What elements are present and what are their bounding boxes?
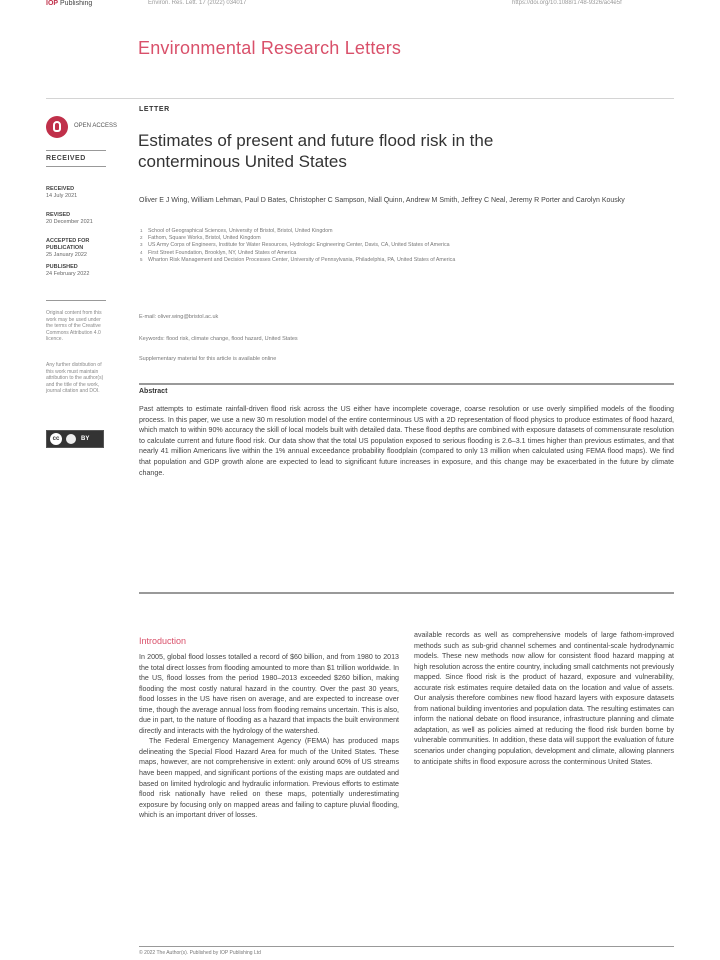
sidebar-history-heading: RECEIVED (46, 155, 86, 162)
attribution-note: Any further distribution of this work must maintain attribution to the author(s) and the title of the work, journal citation and DOI. (46, 362, 104, 394)
doi-link[interactable]: https://doi.org/10.1088/1748-9326/ac4e5f (512, 0, 622, 6)
history-item: ACCEPTED FOR PUBLICATION 25 January 2022 (46, 238, 90, 258)
sidebar-divider (46, 150, 106, 151)
sidebar-divider (46, 166, 106, 167)
journal-title[interactable]: Environmental Research Letters (138, 38, 402, 58)
affiliation-item: 4 First Street Foundation, Brooklyn, NY, United States of America (140, 249, 297, 256)
article-type: LETTER (139, 106, 170, 113)
history-item: REVISED 20 December 2021 (46, 212, 93, 225)
sidebar-divider (46, 300, 106, 301)
abstract-heading: Abstract (139, 388, 168, 395)
cc-icon: cc (50, 433, 62, 445)
person-icon (66, 434, 76, 444)
history-item: RECEIVED 14 July 2021 (46, 186, 78, 199)
abstract-top-rule (139, 383, 674, 385)
affiliation-item: 2 Fathom, Square Works, Bristol, United Kingdom (140, 235, 261, 242)
history-item: PUBLISHED 24 February 2022 (46, 264, 90, 277)
paragraph: available records as well as comprehensive models of large fathom-improved methods such as sub-grid channel schemes and continental-scale hydrodynamic models. These new methods now allow for consistent flood hazard mapping at high resolution across the entire country, including small catchments not previously mapped. Since flood risk is the product of hazard, exposure and vulnerability, accurate risk estimates require detailed data on the location and value of assets. Our analysis therefore combines new flood hazard layers with exposure datasets from national building inventories and population data. The resulting estimates can inform the national debate on flood insurance, infrastructure planning and climate adaptation, as well as policies aimed at reducing the flood risk burden borne by vulnerable communities. In addition, these data will support the evaluation of future scenarios under changing population, development and climate, allowing planners to anticipate shifts in flood exposure across the conterminous United States. (414, 631, 674, 766)
body-column-left (139, 652, 399, 821)
affiliation-list (140, 228, 674, 264)
header-divider (46, 98, 674, 99)
affiliation-item: 1 School of Geographical Sciences, University of Bristol, Bristol, United Kingdom (140, 228, 333, 234)
corresponding-email[interactable]: E-mail: oliver.wing@bristol.ac.uk (139, 314, 219, 320)
cc-license-badge[interactable] (46, 430, 104, 448)
citation-line: Environ. Res. Lett. 17 (2022) 034017 (148, 0, 247, 6)
abstract-bottom-rule (139, 592, 674, 594)
body-column-right (414, 630, 674, 767)
paragraph: The Federal Emergency Management Agency (FEMA) has produced maps delineating the Special Flood Hazard Area for much of the United States. These maps, however, are not comprehensive in extent: only around 60% of US streams have been mapped, and significant portions of the existing maps are outdated and based on limited hydrologic and hydraulic information. Previous efforts to estimate flood risk nationally have relied on these maps, potentially underestimating exposure by focusing only on mapped areas and failing to capture pluvial flooding, which is an important driver of losses. (139, 737, 399, 820)
license-note: Original content from this work may be used under the terms of the Creative Commons Attribution 4.0 licence. (46, 310, 102, 342)
author-list[interactable]: Oliver E J Wing, William Lehman, Paul D Bates, Christopher C Sampson, Niall Quinn, Andrew M Smith, Jeffrey C Neal, Jeremy R Porter and Carolyn Kousky (139, 197, 625, 204)
cc-badge-label: BY (81, 436, 90, 442)
affiliation-item: 5 Wharton Risk Management and Decision Processes Center, University of Pennsylvania, Philadelphia, PA, United States of America (140, 256, 456, 263)
paragraph: In 2005, global flood losses totalled a record of $60 billion, and from 1980 to 2013 the total direct losses from flooding amounted to more than $1 trillion worldwide. In the US, flood losses from the period 1980–2013 exceeded $260 billion, making flooding the most costly natural hazard in the country. Over the past 30 years, flood losses in the US have risen on average, and are expected to increase over time, though the average annual loss from flooding remains uncertain. This is also, due in part, to the nature of flooding as a hazard that impacts the built environment directly and interacts with the hydrology of the watershed. (139, 653, 399, 735)
copyright-footer: © 2022 The Author(s). Published by IOP Publishing Ltd (139, 950, 261, 956)
article-title: Estimates of present and future flood risk in the conterminous United States (138, 131, 494, 171)
supplementary-note[interactable]: Supplementary material for this article is available online (139, 356, 277, 362)
affiliation-item: 3 US Army Corps of Engineers, Institute for Water Resources, Hydrologic Engineering Center, Davis, CA, United States of America (140, 242, 450, 249)
publisher-brand[interactable]: IOP Publishing (46, 0, 93, 7)
keywords: Keywords: flood risk, climate change, flood hazard, United States (139, 336, 298, 342)
open-access-label: OPEN ACCESS (74, 123, 118, 129)
footer-rule (139, 946, 674, 947)
open-access-icon (46, 116, 68, 138)
abstract-text: Past attempts to estimate rainfall-driven flood risk across the US either have incomplete coverage, coarse resolution or use overly simplified models of the flooding process. In this paper, we use a new 30 m resolution model of the entire conterminous US with a 2D representation of flood physics to produce estimates of flood hazard, which match to within 90% accuracy the skill of local models built with detailed data. These flood depths are combined with exposure datasets of commensurate resolution to calculate current and future flood risk. Our data show that the total US population exposed to serious flooding is 2.6–3.1 times higher than previous estimates, and that nearly 41 million Americans live within the 1% annual exceedance probability floodplain (compared to only 13 million when calculated using FEMA flood maps). We find that population and GDP growth alone are expected to lead to significant future increases in exposure, and this change may be exacerbated in the future by climate change. (139, 405, 674, 477)
section-heading: Introduction (139, 636, 187, 646)
